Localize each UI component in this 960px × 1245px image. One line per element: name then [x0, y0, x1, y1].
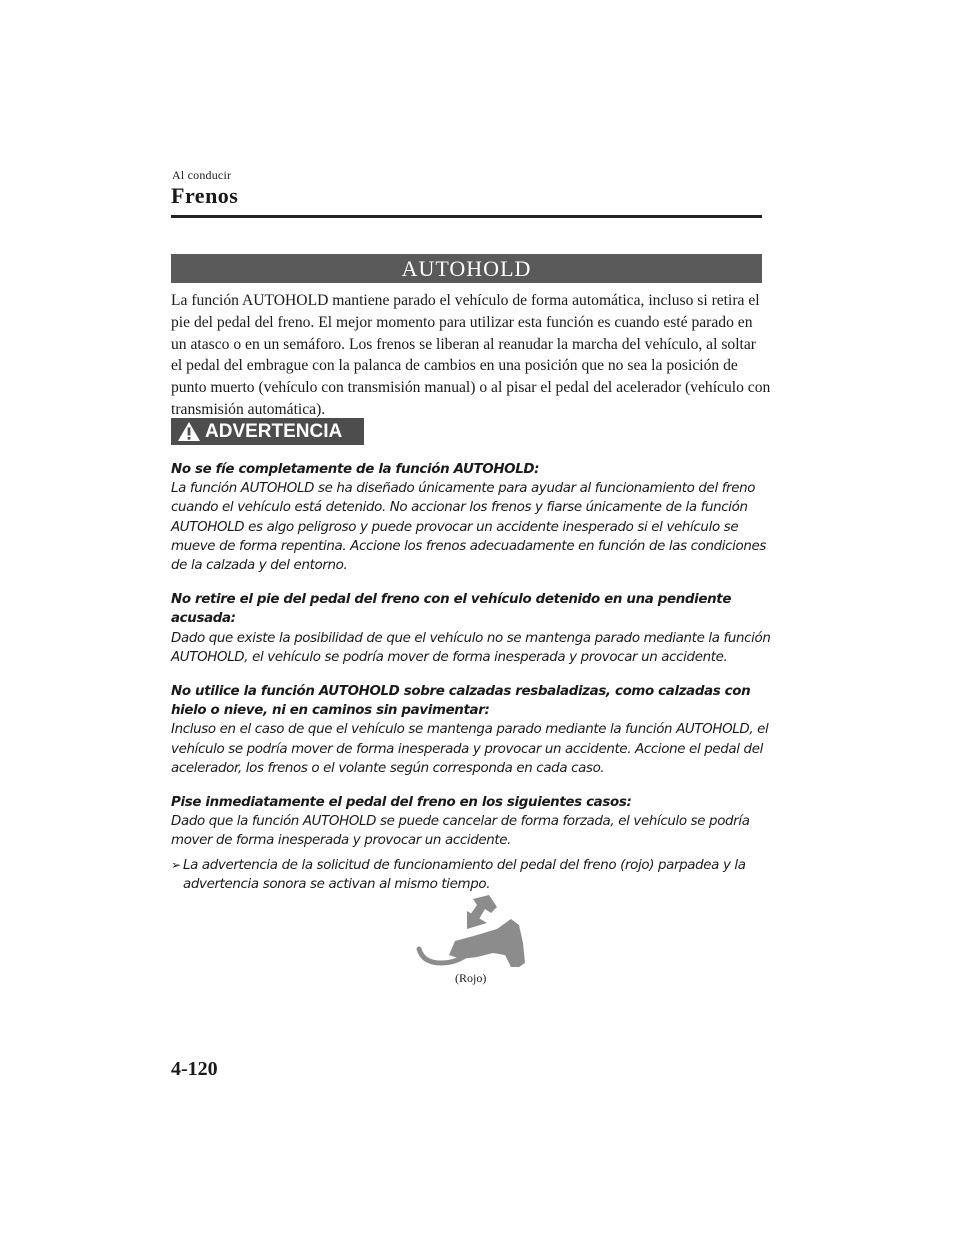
page-title: Frenos	[171, 183, 239, 208]
warning-item-text: Dado que la función AUTOHOLD se puede cancelar de forma forzada, el vehículo se podría mover de forma inesperada y provocar un accidente.	[171, 814, 750, 849]
intro-paragraph: La función AUTOHOLD mantiene parado el vehículo de forma automática, incluso si retira el pie del pedal del freno. El mejor momento para utilizar esta función es cuando esté parado en un atasco o en un semáforo. Los frenos se liberan al reanudar la marcha del vehículo, al soltar el pedal del embrague con la palanca de cambios en una posición que no sea la posición de punto muerto (vehículo con transmisión manual) o al pisar el pedal del acelerador (vehículo con transmisión automática).	[171, 292, 771, 418]
page-number: 4-120	[171, 1058, 218, 1080]
warning-item-text: Incluso en el caso de que el vehículo se mantenga parado mediante la función AUTOHOLD, el vehículo se podría mover de forma inesperada y provocar un accidente. Accione el pedal del acelerador, los frenos o el volante según corresponda en cada caso.	[171, 722, 769, 776]
section-heading: AUTOHOLD	[171, 254, 762, 283]
warning-label	[171, 418, 364, 445]
arrow-bullet-icon: ➢	[171, 857, 181, 872]
warning-item	[171, 793, 771, 851]
warning-item	[171, 682, 771, 778]
warning-item-heading: No utilice la función AUTOHOLD sobre calzadas resbaladizas, como calzadas con hielo o nieve, ni en caminos sin pavimentar:	[171, 684, 751, 719]
warning-triangle-icon	[177, 421, 201, 442]
warning-bullet-item	[171, 856, 771, 894]
breadcrumb: Al conducir	[172, 168, 232, 182]
warning-item-text: La función AUTOHOLD se ha diseñado únicamente para ayudar al funcionamiento del freno cuando el vehículo está detenido. No accionar los frenos y fiarse únicamente de la función AUTOHOLD es algo peligroso y puede provocar un accidente inesperado si el vehículo se mueve de forma repentina. Accione los frenos adecuadamente en función de las condiciones de la calzada y del entorno.	[171, 481, 767, 574]
warning-item	[171, 460, 771, 575]
warning-body	[171, 460, 771, 894]
warning-item-heading: Pise inmediatamente el pedal del freno en los siguientes casos:	[171, 795, 632, 811]
figure-caption: (Rojo)	[455, 971, 487, 985]
warning-item-text: Dado que existe la posibilidad de que el vehículo no se mantenga parado mediante la función AUTOHOLD, el vehículo se podría mover de forma inesperada y provocar un accidente.	[171, 630, 771, 665]
warning-item-heading: No se fíe completamente de la función AUTOHOLD:	[171, 462, 540, 477]
title-divider	[171, 215, 762, 218]
warning-bullet-text: La advertencia de la solicitud de funcionamiento del pedal del freno (rojo) parpadea y la advertencia sonora se activan al mismo tiempo.	[183, 857, 746, 892]
warning-item-heading: No retire el pie del pedal del freno con el vehículo detenido en una pendiente acusada:	[171, 592, 732, 627]
warning-label-text: ADVERTENCIA	[205, 420, 343, 442]
warning-item	[171, 590, 771, 667]
